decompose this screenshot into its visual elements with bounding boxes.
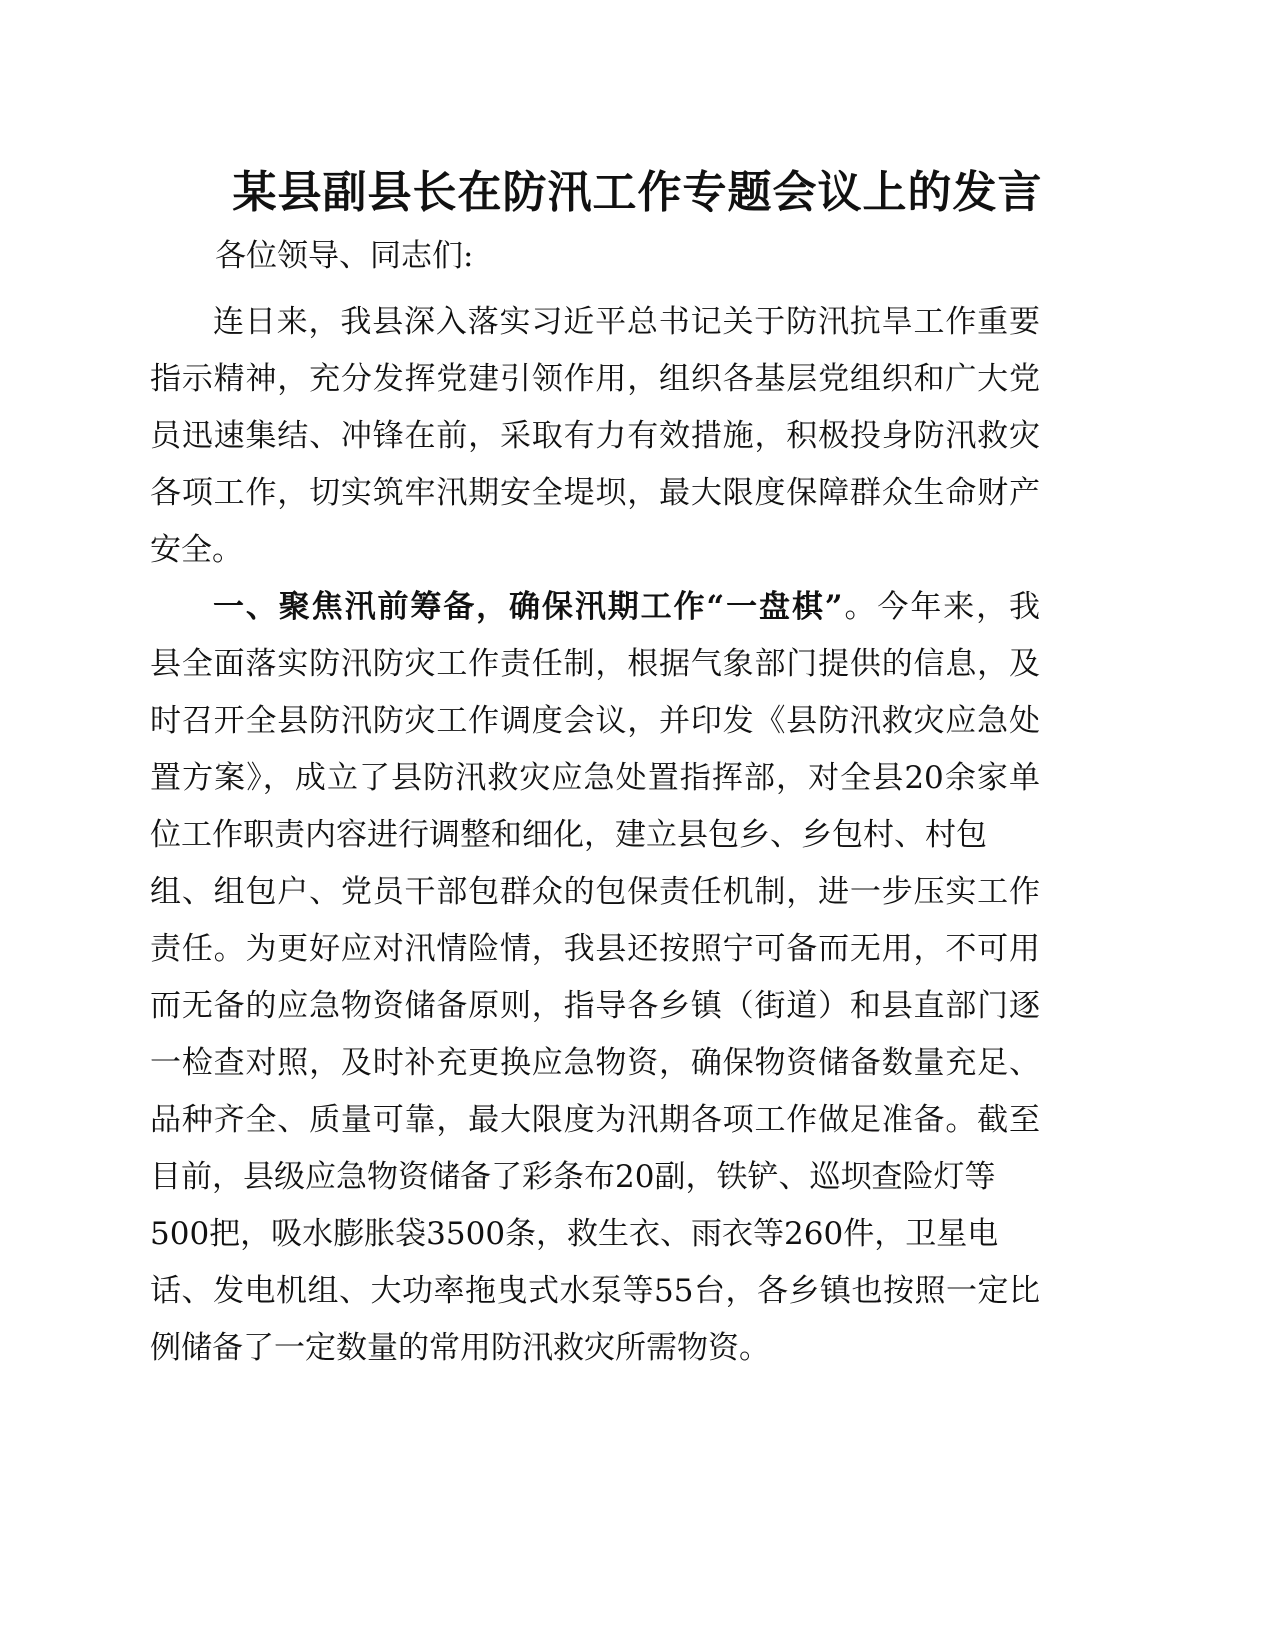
paragraph-line: 连日来，我县深入落实习近平总书记关于防汛抗旱工作重要 [213,304,1040,340]
paragraph-line: 县全面落实防汛防灾工作责任制，根据气象部门提供的信息，及 [150,646,1040,682]
paragraph-line: 时召开全县防汛防灾工作调度会议，并印发《县防汛救灾应急处 [150,703,1040,739]
paragraph-line: 话、发电机组、大功率拖曳式水泵等55台，各乡镇也按照一定比 [150,1273,1040,1309]
paragraph-line: 500把，吸水膨胀袋3500条，救生衣、雨衣等260件，卫星电 [150,1216,999,1252]
paragraph-line: 组、组包户、党员干部包群众的包保责任机制，进一步压实工作 [150,874,1040,910]
paragraph-line: 一检查对照，及时补充更换应急物资，确保物资储备数量充足、 [150,1045,1040,1081]
paragraph-line: 目前，县级应急物资储备了彩条布20副，铁铲、巡坝查险灯等 [150,1159,996,1195]
paragraph-line: 品种齐全、质量可靠，最大限度为汛期各项工作做足准备。截至 [150,1102,1040,1138]
paragraph-line: 指示精神，充分发挥党建引领作用，组织各基层党组织和广大党 [150,361,1040,397]
section-1-first-line [213,585,1040,629]
paragraph-line: 而无备的应急物资储备原则，指导各乡镇（街道）和县直部门逐 [150,988,1040,1024]
paragraph-line: 责任。为更好应对汛情险情，我县还按照宁可备而无用，不可用 [150,931,1040,967]
paragraph-line: 安全。 [150,532,243,568]
paragraph-line: 各项工作，切实筑牢汛期安全堤坝，最大限度保障群众生命财产 [150,475,1040,511]
paragraph-line: 置方案》，成立了县防汛救灾应急处置指挥部，对全县20余家单 [150,760,1040,796]
document-title: 某县副县长在防汛工作专题会议上的发言 [232,167,1043,218]
section-1-heading: 一、聚焦汛前筹备，确保汛期工作“一盘棋” [213,589,843,625]
paragraph-line: 员迅速集结、冲锋在前，采取有力有效措施，积极投身防汛救灾 [150,418,1040,454]
paragraph-line: 例储备了一定数量的常用防汛救灾所需物资。 [150,1330,770,1366]
section-1-heading-tail: 。今年来，我 [842,589,1040,625]
paragraph-line: 位工作职责内容进行调整和细化，建立县包乡、乡包村、村包 [150,817,987,853]
salutation: 各位领导、同志们: [215,238,474,274]
